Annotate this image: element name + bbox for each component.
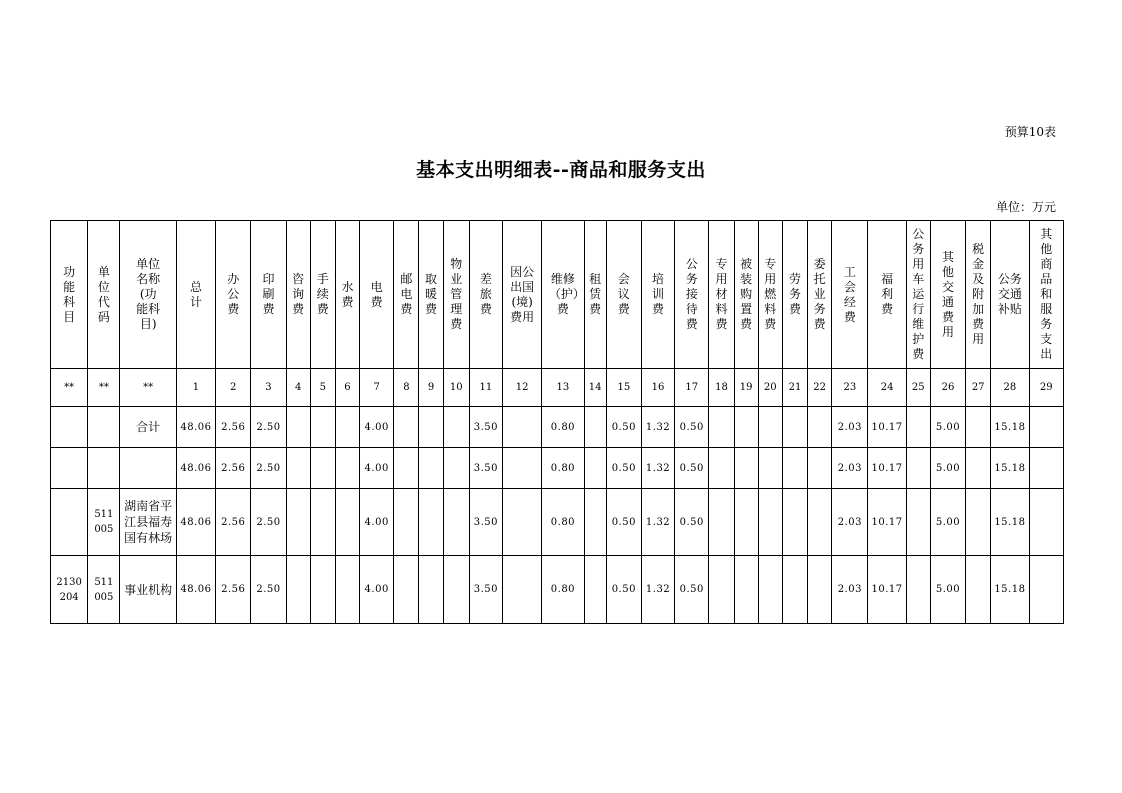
column-header: 总计 [176,221,215,369]
table-cell [394,407,419,448]
table-cell [443,448,469,489]
table-cell: 5.00 [930,489,965,556]
table-cell: 3.50 [469,448,502,489]
column-index: 29 [1029,369,1063,407]
column-header: 福利费 [868,221,906,369]
table-cell: 0.50 [675,448,709,489]
table-cell: 10.17 [868,407,906,448]
table-cell [734,448,758,489]
table-cell [584,556,606,624]
column-header: 其他交通费用 [930,221,965,369]
table-cell: 4.00 [360,489,394,556]
column-index: 2 [216,369,251,407]
column-header: 办公费 [216,221,251,369]
column-header: 培训费 [641,221,674,369]
table-cell: 0.80 [542,556,584,624]
column-header: 公务交通补贴 [991,221,1029,369]
table-cell [394,556,419,624]
table-cell: 5.00 [930,448,965,489]
table-cell: 15.18 [991,489,1029,556]
table-cell: 合计 [120,407,176,448]
table-cell: 15.18 [991,448,1029,489]
table-cell [286,448,310,489]
table-cell: 511005 [88,489,120,556]
table-cell [310,489,335,556]
table-cell [906,489,930,556]
table-cell [443,407,469,448]
column-index: 15 [606,369,641,407]
table-cell [394,448,419,489]
column-header: 专用材料费 [709,221,734,369]
column-header: 电费 [360,221,394,369]
table-cell: 2.50 [251,448,286,489]
table-cell: 1.32 [641,556,674,624]
table-cell: 10.17 [868,489,906,556]
table-cell [51,489,88,556]
table-cell: 0.50 [675,489,709,556]
table-cell [966,407,991,448]
column-header: 印刷费 [251,221,286,369]
table-cell: 0.80 [542,407,584,448]
table-cell: 2.56 [216,407,251,448]
table-cell [966,448,991,489]
table-cell: 2.50 [251,556,286,624]
table-cell: 4.00 [360,448,394,489]
expenditure-table [50,220,1064,624]
table-cell [503,556,542,624]
table-cell [503,407,542,448]
table-cell [419,489,443,556]
table-cell: 2130204 [51,556,88,624]
table-cell: 3.50 [469,556,502,624]
column-header: 公务接待费 [675,221,709,369]
table-cell [1029,489,1063,556]
table-cell: 0.50 [606,407,641,448]
table-row [51,489,1064,556]
column-index: 11 [469,369,502,407]
table-cell [419,407,443,448]
table-row [51,448,1064,489]
table-cell: 1.32 [641,407,674,448]
table-cell [1029,448,1063,489]
table-cell: 5.00 [930,407,965,448]
table-cell [503,448,542,489]
table-cell: 0.80 [542,489,584,556]
column-index: 22 [808,369,832,407]
table-cell: 15.18 [991,556,1029,624]
index-row [51,369,1064,407]
column-index: 16 [641,369,674,407]
table-cell [310,448,335,489]
table-cell [734,407,758,448]
table-cell [966,556,991,624]
table-cell: 2.56 [216,489,251,556]
column-index: 24 [868,369,906,407]
table-cell [734,489,758,556]
column-index: 25 [906,369,930,407]
column-header: 取暖费 [419,221,443,369]
table-cell [419,556,443,624]
column-index: 26 [930,369,965,407]
table-cell: 10.17 [868,448,906,489]
column-header: 因公出国(境)费用 [503,221,542,369]
table-cell: 1.32 [641,448,674,489]
table-cell [709,448,734,489]
header-row [51,221,1064,369]
table-cell [906,448,930,489]
table-cell: 2.50 [251,407,286,448]
table-cell [808,556,832,624]
table-cell [709,556,734,624]
table-cell [966,489,991,556]
column-index: 19 [734,369,758,407]
column-index: 23 [832,369,868,407]
column-header: 公务用车运行维护费 [906,221,930,369]
column-header: 功能科目 [51,221,88,369]
table-cell: 4.00 [360,407,394,448]
table-cell [443,489,469,556]
table-cell [1029,556,1063,624]
table-cell [51,407,88,448]
column-index: 18 [709,369,734,407]
table-cell [335,556,359,624]
table-cell [584,489,606,556]
table-cell [310,556,335,624]
column-index: 12 [503,369,542,407]
table-cell [808,489,832,556]
table-cell: 15.18 [991,407,1029,448]
table-cell: 2.03 [832,448,868,489]
table-cell: 0.50 [675,556,709,624]
table-row [51,556,1064,624]
column-header: 会议费 [606,221,641,369]
column-header: 劳务费 [782,221,807,369]
table-cell [51,448,88,489]
table-cell: 2.50 [251,489,286,556]
table-cell [709,407,734,448]
column-header: 被装购置费 [734,221,758,369]
table-cell [758,448,782,489]
table-cell [443,556,469,624]
table-cell: 3.50 [469,489,502,556]
column-header: 单位名称(功能科目) [120,221,176,369]
table-cell: 事业机构 [120,556,176,624]
table-cell: 4.00 [360,556,394,624]
column-header: 税金及附加费用 [966,221,991,369]
column-index: 10 [443,369,469,407]
table-cell [120,448,176,489]
column-header: 单位代码 [88,221,120,369]
table-cell [782,407,807,448]
column-index: 27 [966,369,991,407]
column-index: 9 [419,369,443,407]
column-index: 14 [584,369,606,407]
table-cell [1029,407,1063,448]
table-cell: 511005 [88,556,120,624]
column-index: 7 [360,369,394,407]
column-index: 6 [335,369,359,407]
table-cell [310,407,335,448]
table-cell: 48.06 [176,407,215,448]
table-cell: 2.56 [216,448,251,489]
column-header: 手续费 [310,221,335,369]
table-cell [906,407,930,448]
table-cell: 48.06 [176,489,215,556]
column-header: 差旅费 [469,221,502,369]
column-index: 1 [176,369,215,407]
column-index: 21 [782,369,807,407]
table-cell: 2.56 [216,556,251,624]
table-cell [584,407,606,448]
table-cell: 5.00 [930,556,965,624]
table-cell [734,556,758,624]
column-header: 租赁费 [584,221,606,369]
table-cell: 0.50 [675,407,709,448]
table-cell: 48.06 [176,556,215,624]
column-header: 委托业务费 [808,221,832,369]
column-index: ** [88,369,120,407]
column-header: 专用燃料费 [758,221,782,369]
column-header: 邮电费 [394,221,419,369]
column-index: 8 [394,369,419,407]
table-row [51,407,1064,448]
column-index: 17 [675,369,709,407]
column-header: 物业管理费 [443,221,469,369]
column-index: ** [51,369,88,407]
table-cell [782,448,807,489]
column-index: ** [120,369,176,407]
table-cell: 1.32 [641,489,674,556]
table-cell [88,407,120,448]
table-cell: 0.80 [542,448,584,489]
table-cell [808,407,832,448]
table-cell [906,556,930,624]
unit-label: 单位：万元 [995,200,1056,214]
table-cell [335,448,359,489]
table-cell [584,448,606,489]
column-index: 5 [310,369,335,407]
table-cell [758,556,782,624]
table-cell [88,448,120,489]
table-cell [335,489,359,556]
table-cell [419,448,443,489]
table-cell: 0.50 [606,489,641,556]
table-cell: 0.50 [606,556,641,624]
table-cell [286,489,310,556]
table-cell [286,407,310,448]
column-index: 4 [286,369,310,407]
column-index: 3 [251,369,286,407]
table-cell [758,489,782,556]
table-cell: 48.06 [176,448,215,489]
column-index: 20 [758,369,782,407]
table-cell: 2.03 [832,556,868,624]
table-cell [709,489,734,556]
table-cell: 2.03 [832,407,868,448]
column-header: 其他商品和服务支出 [1029,221,1063,369]
table-cell [782,556,807,624]
column-index: 28 [991,369,1029,407]
column-index: 13 [542,369,584,407]
table-cell [286,556,310,624]
column-header: 工会经费 [832,221,868,369]
table-cell: 10.17 [868,556,906,624]
table-cell [808,448,832,489]
table-cell [335,407,359,448]
page-title: 基本支出明细表--商品和服务支出 [416,159,706,181]
table-cell [782,489,807,556]
table-cell: 2.03 [832,489,868,556]
table-cell: 3.50 [469,407,502,448]
column-header: 咨询费 [286,221,310,369]
table-cell: 0.50 [606,448,641,489]
table-cell: 湖南省平江县福寿国有林场 [120,489,176,556]
table-cell [394,489,419,556]
column-header: 维修（护）费 [542,221,584,369]
table-cell [503,489,542,556]
table-cell [758,407,782,448]
table-number: 预算10表 [1004,125,1056,139]
column-header: 水费 [335,221,359,369]
